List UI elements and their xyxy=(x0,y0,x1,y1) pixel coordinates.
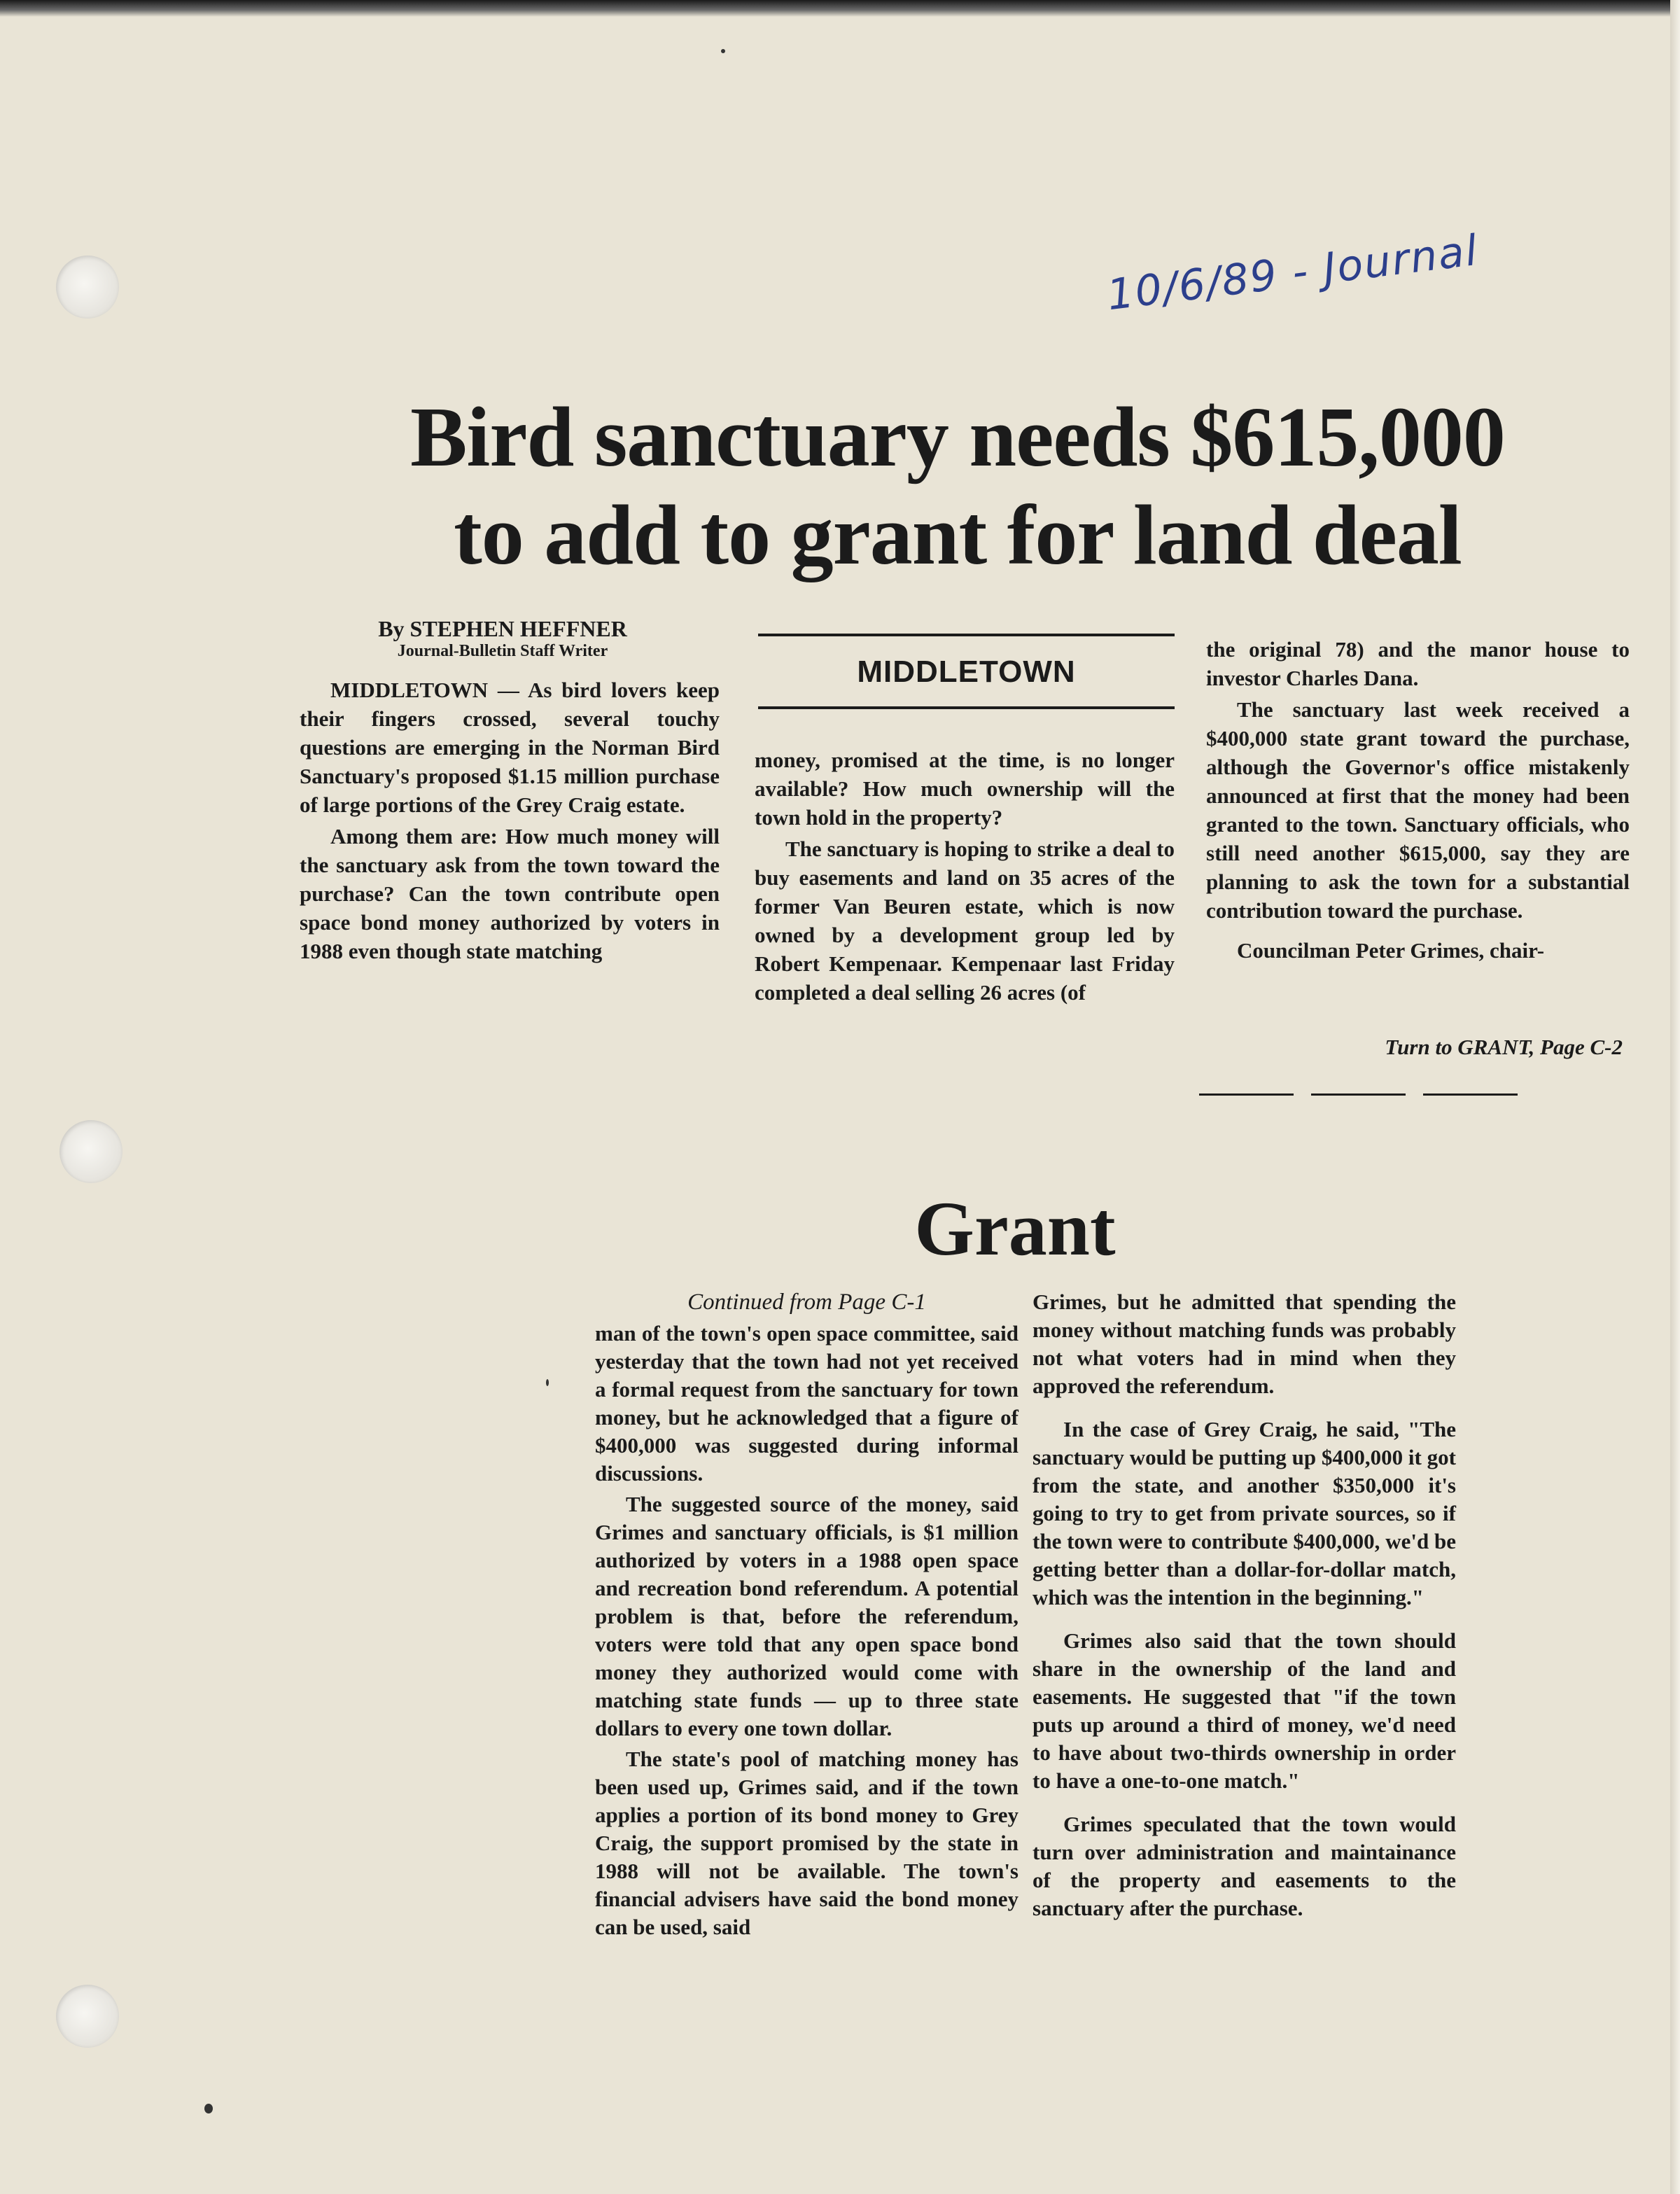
paragraph: Grimes speculated that the town would turn over administration and maintainance of the property and easements to the sanctuary after the purchase. xyxy=(1032,1812,1456,1920)
punch-hole-bottom xyxy=(56,1985,119,2048)
scanner-shadow-top xyxy=(0,0,1680,17)
headline-line-2: to add to grant for land deal xyxy=(454,488,1462,582)
main-article-clipping xyxy=(293,389,1630,1117)
continuation-clipping xyxy=(574,1183,1456,2093)
paragraph: Councilman Peter Grimes, chair- xyxy=(1237,938,1545,963)
paragraph: money, promised at the time, is no longer available? How much ownership will the town hold in the property? xyxy=(755,748,1175,830)
paragraph: The sanctuary is hoping to strike a deal to buy easements and land on 35 acres of the former Van Beuren estate, which is now owned by a development group led by Robert Kempenaar. Kempenaar last Friday completed a deal selling 26 acres (of xyxy=(755,837,1175,1005)
article-column-2 xyxy=(755,746,1175,1007)
article-column-1 xyxy=(300,676,720,965)
article-column-3 xyxy=(1206,635,1630,965)
paragraph: Grimes also said that the town should share in the ownership of the land and easements. He suggested that "if the town puts up around a third of money, we'd need to have about two-thirds ownership in order to have a one-to-one match." xyxy=(1032,1628,1456,1793)
paragraph: In the case of Grey Craig, he said, "The sanctuary would be putting up $400,000 it got from the state, and another $350,000 it's going to try to get from private sources, so if the town were to contribute $400,000, we'd be getting better than a dollar-for-dollar match, which was the intention in the beginning." xyxy=(1032,1417,1456,1609)
paragraph: The sanctuary last week received a $400,000 state grant toward the purchase, although the Governor's office mistakenly announced at first that the money had been granted to the town. Sanctuary officials, who still need another $615,000, say they are planning to ask the town for a substantial contribution toward the purchase. xyxy=(1206,697,1630,923)
punch-hole-middle xyxy=(59,1120,122,1183)
continued-from-line: Continued from Page C-1 xyxy=(687,1290,926,1315)
page-edge xyxy=(1670,0,1680,2194)
byline-name: By STEPHEN HEFFNER xyxy=(378,616,627,641)
jump-line: Turn to GRANT, Page C-2 xyxy=(1385,1035,1623,1059)
paragraph: The state's pool of matching money has been used up, Grimes said, and if the town applies a portion of its bond money to Grey Craig, the support promised by the state in 1988 will not be available. The town's financial advisers have said the bond money can be used, said xyxy=(595,1747,1018,1939)
article-headline xyxy=(293,389,1623,585)
rule xyxy=(1311,1093,1406,1096)
rule xyxy=(1423,1093,1518,1096)
byline xyxy=(293,616,713,661)
section-label: MIDDLETOWN xyxy=(758,634,1175,709)
continuation-column-1 xyxy=(595,1288,1018,1941)
byline-title: Journal-Bulletin Staff Writer xyxy=(397,642,608,660)
continuation-column-2 xyxy=(1032,1288,1456,1922)
paragraph: Grimes, but he admitted that spending the money without matching funds was probably not what voters had in mind when they approved the referendum. xyxy=(1032,1290,1456,1398)
speck xyxy=(204,2104,213,2113)
speck xyxy=(546,1379,549,1386)
paragraph: MIDDLETOWN — As bird lovers keep their fingers crossed, several touchy questions are emerging in the Norman Bird Sanctuary's proposed $1.15 million purchase of large portions of the Grey Craig estate. xyxy=(300,678,720,817)
paragraph: Among them are: How much money will the sanctuary ask from the town toward the purchase? Can the town contribute open space bond money authorized by voters in 1988 even though state matching xyxy=(300,824,720,963)
paragraph: the original 78) and the manor house to investor Charles Dana. xyxy=(1206,637,1630,690)
handwritten-date-note: 10/6/89 - Journal xyxy=(1104,225,1481,321)
rule xyxy=(1199,1093,1294,1096)
paragraph: The suggested source of the money, said Grimes and sanctuary officials, is $1 million authorized by voters in a 1988 open space and recreation bond referendum. A potential problem is that, before the referendum, voters were told that any open space bond money they authorized would come with matching state funds — up to three state dollars to every one town dollar. xyxy=(595,1492,1018,1740)
paragraph: man of the town's open space committee, said yesterday that the town had not yet received a formal request from the sanctuary for town money, but he acknowledged that a figure of $400,000 was suggested during informal discussions. xyxy=(595,1321,1018,1486)
headline-line-1: Bird sanctuary needs $615,000 xyxy=(410,390,1505,484)
continuation-headline: Grant xyxy=(914,1186,1116,1271)
speck xyxy=(721,49,725,53)
punch-hole-top xyxy=(56,256,119,319)
